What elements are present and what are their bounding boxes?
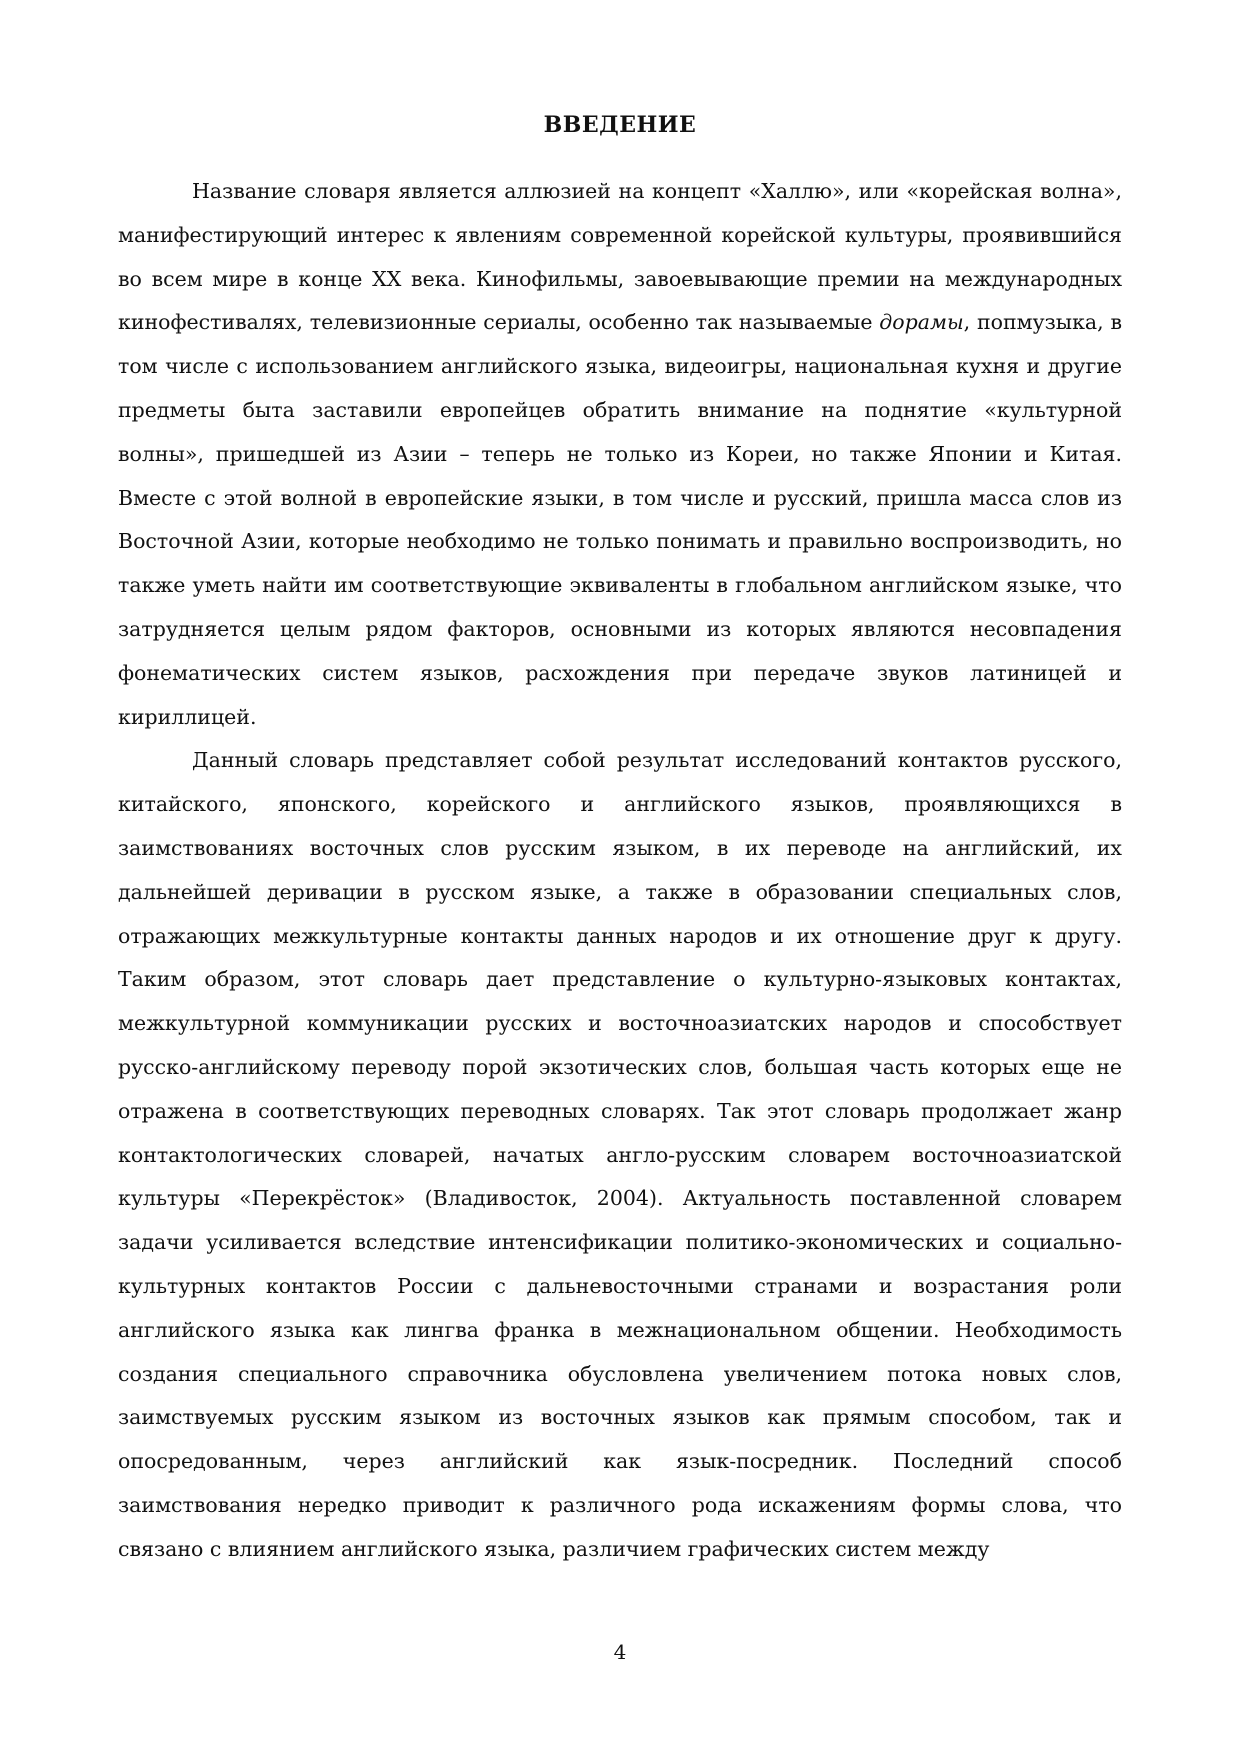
- paragraph-1: [118, 170, 1122, 739]
- paragraph-1-italic-term: дорамы: [879, 310, 964, 335]
- page-title: ВВЕДЕНИЕ: [543, 112, 697, 138]
- paragraph-1-text-end: , попмузыка, в том числе с использованием английского языка, видеоигры, национальная кухня и другие предметы быта заставили европейцев обратить внимание на поднятие «культурной волны», пришедшей из Азии – теперь не только из Кореи, но также Японии и Китая. Вместе с этой волной в европейские языки, в том числе и русский, пришла масса слов из Восточной Азии, которые необходимо не только понимать и правильно воспроизводить, но также уметь найти им соответствующие эквиваленты в глобальном английском языке, что затрудняется целым рядом факторов, основными из которых являются несовпадения фонематических систем языков, расхождения при передаче звуков латиницей и кириллицей.: [118, 310, 1122, 729]
- paragraph-2: Данный словарь представляет собой результат исследований контактов русского, китайского, японского, корейского и английского языков, проявляющихся в заимствованиях восточных слов русским языком, в их переводе на английский, их дальнейшей деривации в русском языке, а также в образовании специальных слов, отражающих межкультурные контакты данных народов и их отношение друг к другу. Таким образом, этот словарь дает представление о культурно-языковых контактах, межкультурной коммуникации русских и восточноазиатских народов и способствует русско-английскому переводу порой экзотических слов, большая часть которых еще не отражена в соответствующих переводных словарях. Так этот словарь продолжает жанр контактологических словарей, начатых англо-русским словарем восточноазиатской культуры «Перекрёсток» (Владивосток, 2004). Актуальность поставленной словарем задачи усиливается вследствие интенсификации политико-экономических и социально-культурных контактов России с дальневосточными странами и возрастания роли английского языка как лингва франка в межнациональном общении. Необходимость создания специального справочника обусловлена увеличением потока новых слов, заимствуемых русским языком из восточных языков как прямым способом, так и опосредованным, через английский как язык-посредник. Последний способ заимствования нередко приводит к различного рода искажениям формы слова, что связано с влиянием английского языка, различием графических систем между: [118, 748, 1122, 1561]
- paragraph-1-text-start: Название словаря является аллюзией на концепт «Халлю», или «корейская волна», манифестирующий интерес к явлениям современной корейской культуры, проявившийся во всем мире в конце ХХ века. Кинофильмы, завоевывающие премии на международных кинофестивалях, телевизионные сериалы, особенно так называемые: [118, 179, 1122, 335]
- page-number: 4: [613, 1640, 627, 1664]
- document-page: [118, 110, 1122, 1572]
